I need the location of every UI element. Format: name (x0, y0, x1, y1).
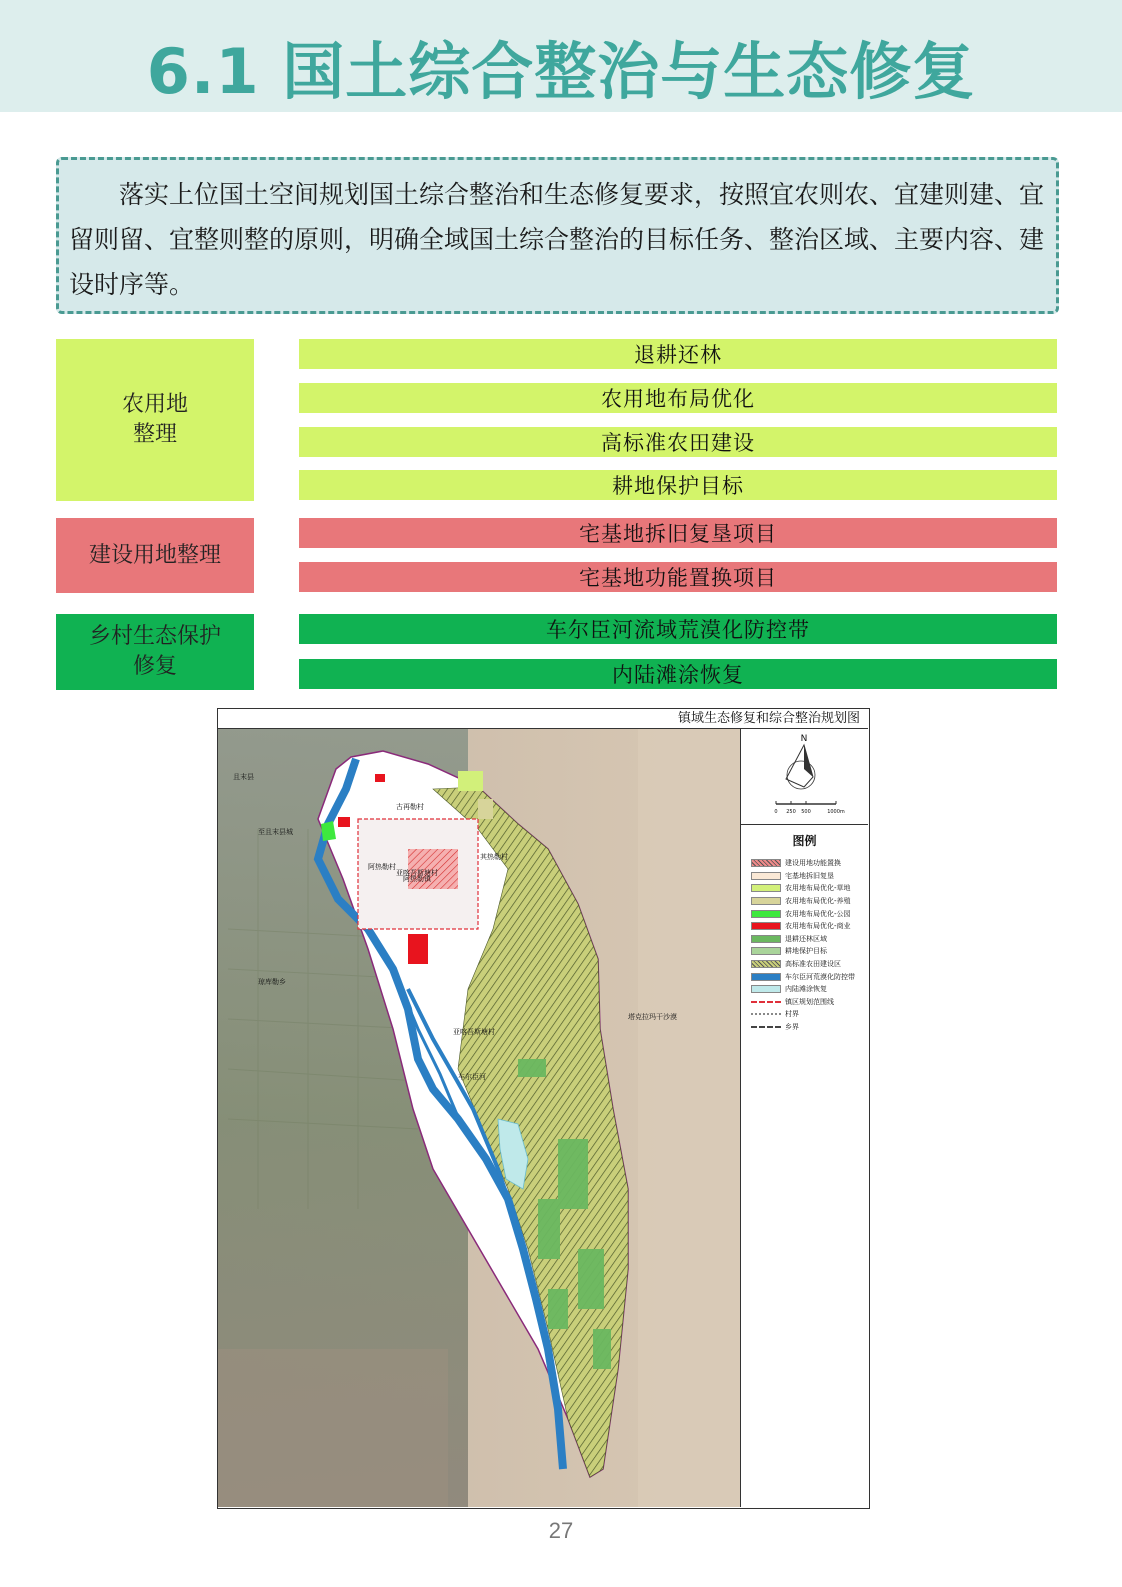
legend-item (751, 870, 866, 883)
category-farmland-line2: 整理 (132, 422, 177, 447)
item-construction-2: 宅基地功能置换项目 (299, 562, 1057, 592)
legend-swatch (751, 872, 781, 880)
item-farmland-3: 高标准农田建设 (299, 427, 1057, 457)
legend-label: 农用地布局优化-草地 (785, 884, 851, 893)
legend-label: 农用地布局优化-公园 (785, 909, 851, 918)
svg-text:500: 500 (801, 809, 811, 815)
legend-item (751, 983, 866, 996)
item-farmland-2: 农用地布局优化 (299, 383, 1057, 413)
category-ecology (56, 614, 254, 690)
legend-swatch (751, 910, 781, 918)
label-guzaile-village: 古再勒村 (396, 803, 424, 811)
legend-swatch (751, 897, 781, 905)
category-farmland (56, 339, 254, 501)
legend-item (751, 958, 866, 971)
legend-item (751, 895, 866, 908)
legend-label: 村界 (785, 1010, 799, 1019)
legend-swatch (751, 1013, 781, 1015)
legend-swatch (751, 1001, 781, 1003)
legend-item (751, 1021, 866, 1034)
svg-text:N: N (800, 734, 808, 744)
category-construction-line1: 建设用地整理 (88, 542, 221, 568)
legend-swatch (751, 859, 781, 867)
svg-text:0: 0 (774, 809, 778, 815)
breeding-zone (478, 799, 493, 819)
legend-label: 镇区规划范围线 (785, 997, 834, 1006)
legend-swatch (751, 985, 781, 993)
label-qiongkule-town: 琼库勒乡 (258, 978, 286, 986)
svg-text:1000m: 1000m (827, 809, 845, 815)
label-to-county-town: 至且末县城 (258, 828, 293, 836)
label-taklamakan-desert: 塔克拉玛干沙漠 (628, 1013, 677, 1021)
legend-label: 建设用地功能置换 (785, 859, 841, 868)
grassland-zone (458, 771, 483, 791)
legend-label: 农用地布局优化-商业 (785, 922, 851, 931)
item-ecology-2: 内陆滩涂恢复 (299, 659, 1057, 689)
legend-item (751, 907, 866, 920)
compass-icon (741, 729, 868, 824)
category-construction (56, 518, 254, 593)
legend-swatch (751, 884, 781, 892)
legend-item (751, 882, 866, 895)
legend-label: 农用地布局优化-养殖 (785, 897, 851, 906)
category-ecology-line1: 乡村生态保护 (88, 624, 221, 649)
legend-item (751, 945, 866, 958)
legend-swatch (751, 960, 781, 968)
label-cherchen-river: 车尔臣河 (458, 1073, 486, 1081)
category-ecology-line2: 修复 (132, 654, 177, 679)
intro-text: 落实上位国土空间规划国土综合整治和生态修复要求，按照宜农则农、宜建则建、宜留则留、宜整则整的原则，明确全域国土综合整治的目标任务、整治区域、主要内容、建设时序等。 (69, 180, 1045, 299)
legend-panel (740, 729, 868, 1507)
intro-box (56, 157, 1059, 314)
label-qiemo-county: 且末县 (233, 773, 254, 781)
label-qirele-village: 其热勒村 (480, 853, 508, 861)
legend-swatch (751, 973, 781, 981)
legend-label: 内陆滩涂恢复 (785, 985, 827, 994)
svg-text:250: 250 (786, 809, 796, 815)
legend-item (751, 933, 866, 946)
legend-label: 乡界 (785, 1023, 799, 1032)
map-image (218, 729, 741, 1507)
label-arele-village: 阿热勒村 (368, 863, 396, 871)
label-yakawusitang-village-2: 亚喀吾斯塘村 (453, 1028, 495, 1036)
item-farmland-1: 退耕还林 (299, 339, 1057, 369)
legend-item (751, 1008, 866, 1021)
legend-swatch (751, 922, 781, 930)
legend-list (751, 857, 866, 1033)
item-construction-1: 宅基地拆旧复垦项目 (299, 518, 1057, 548)
compass-scale-box (741, 729, 868, 825)
legend-item (751, 920, 866, 933)
label-yakawusitang-village-1: 亚喀吾斯塘村 (396, 869, 438, 877)
item-farmland-4: 耕地保护目标 (299, 470, 1057, 500)
legend-label: 宅基地拆旧复垦 (785, 871, 834, 880)
map-title: 镇域生态修复和综合整治规划图 (218, 709, 868, 729)
legend-label: 退耕还林区域 (785, 934, 827, 943)
commercial-zone (408, 934, 428, 964)
legend-label: 车尔臣河荒漠化防控带 (785, 972, 855, 981)
label-arele-town: 阿热勒镇 (403, 875, 431, 883)
page-number: 27 (548, 1518, 574, 1543)
legend-item (751, 970, 866, 983)
legend-item (751, 857, 866, 870)
page-title: 6.1 国土综合整治与生态修复 (146, 35, 976, 108)
legend-label: 耕地保护目标 (785, 947, 827, 956)
legend-item (751, 996, 866, 1009)
legend-swatch (751, 935, 781, 943)
legend-label: 高标准农田建设区 (785, 960, 841, 969)
legend-swatch (751, 1026, 781, 1028)
legend-swatch (751, 947, 781, 955)
legend-title: 图例 (792, 834, 817, 848)
item-ecology-1: 车尔臣河流域荒漠化防控带 (299, 614, 1057, 644)
category-farmland-line1: 农用地 (121, 392, 188, 417)
map-figure (217, 708, 870, 1509)
